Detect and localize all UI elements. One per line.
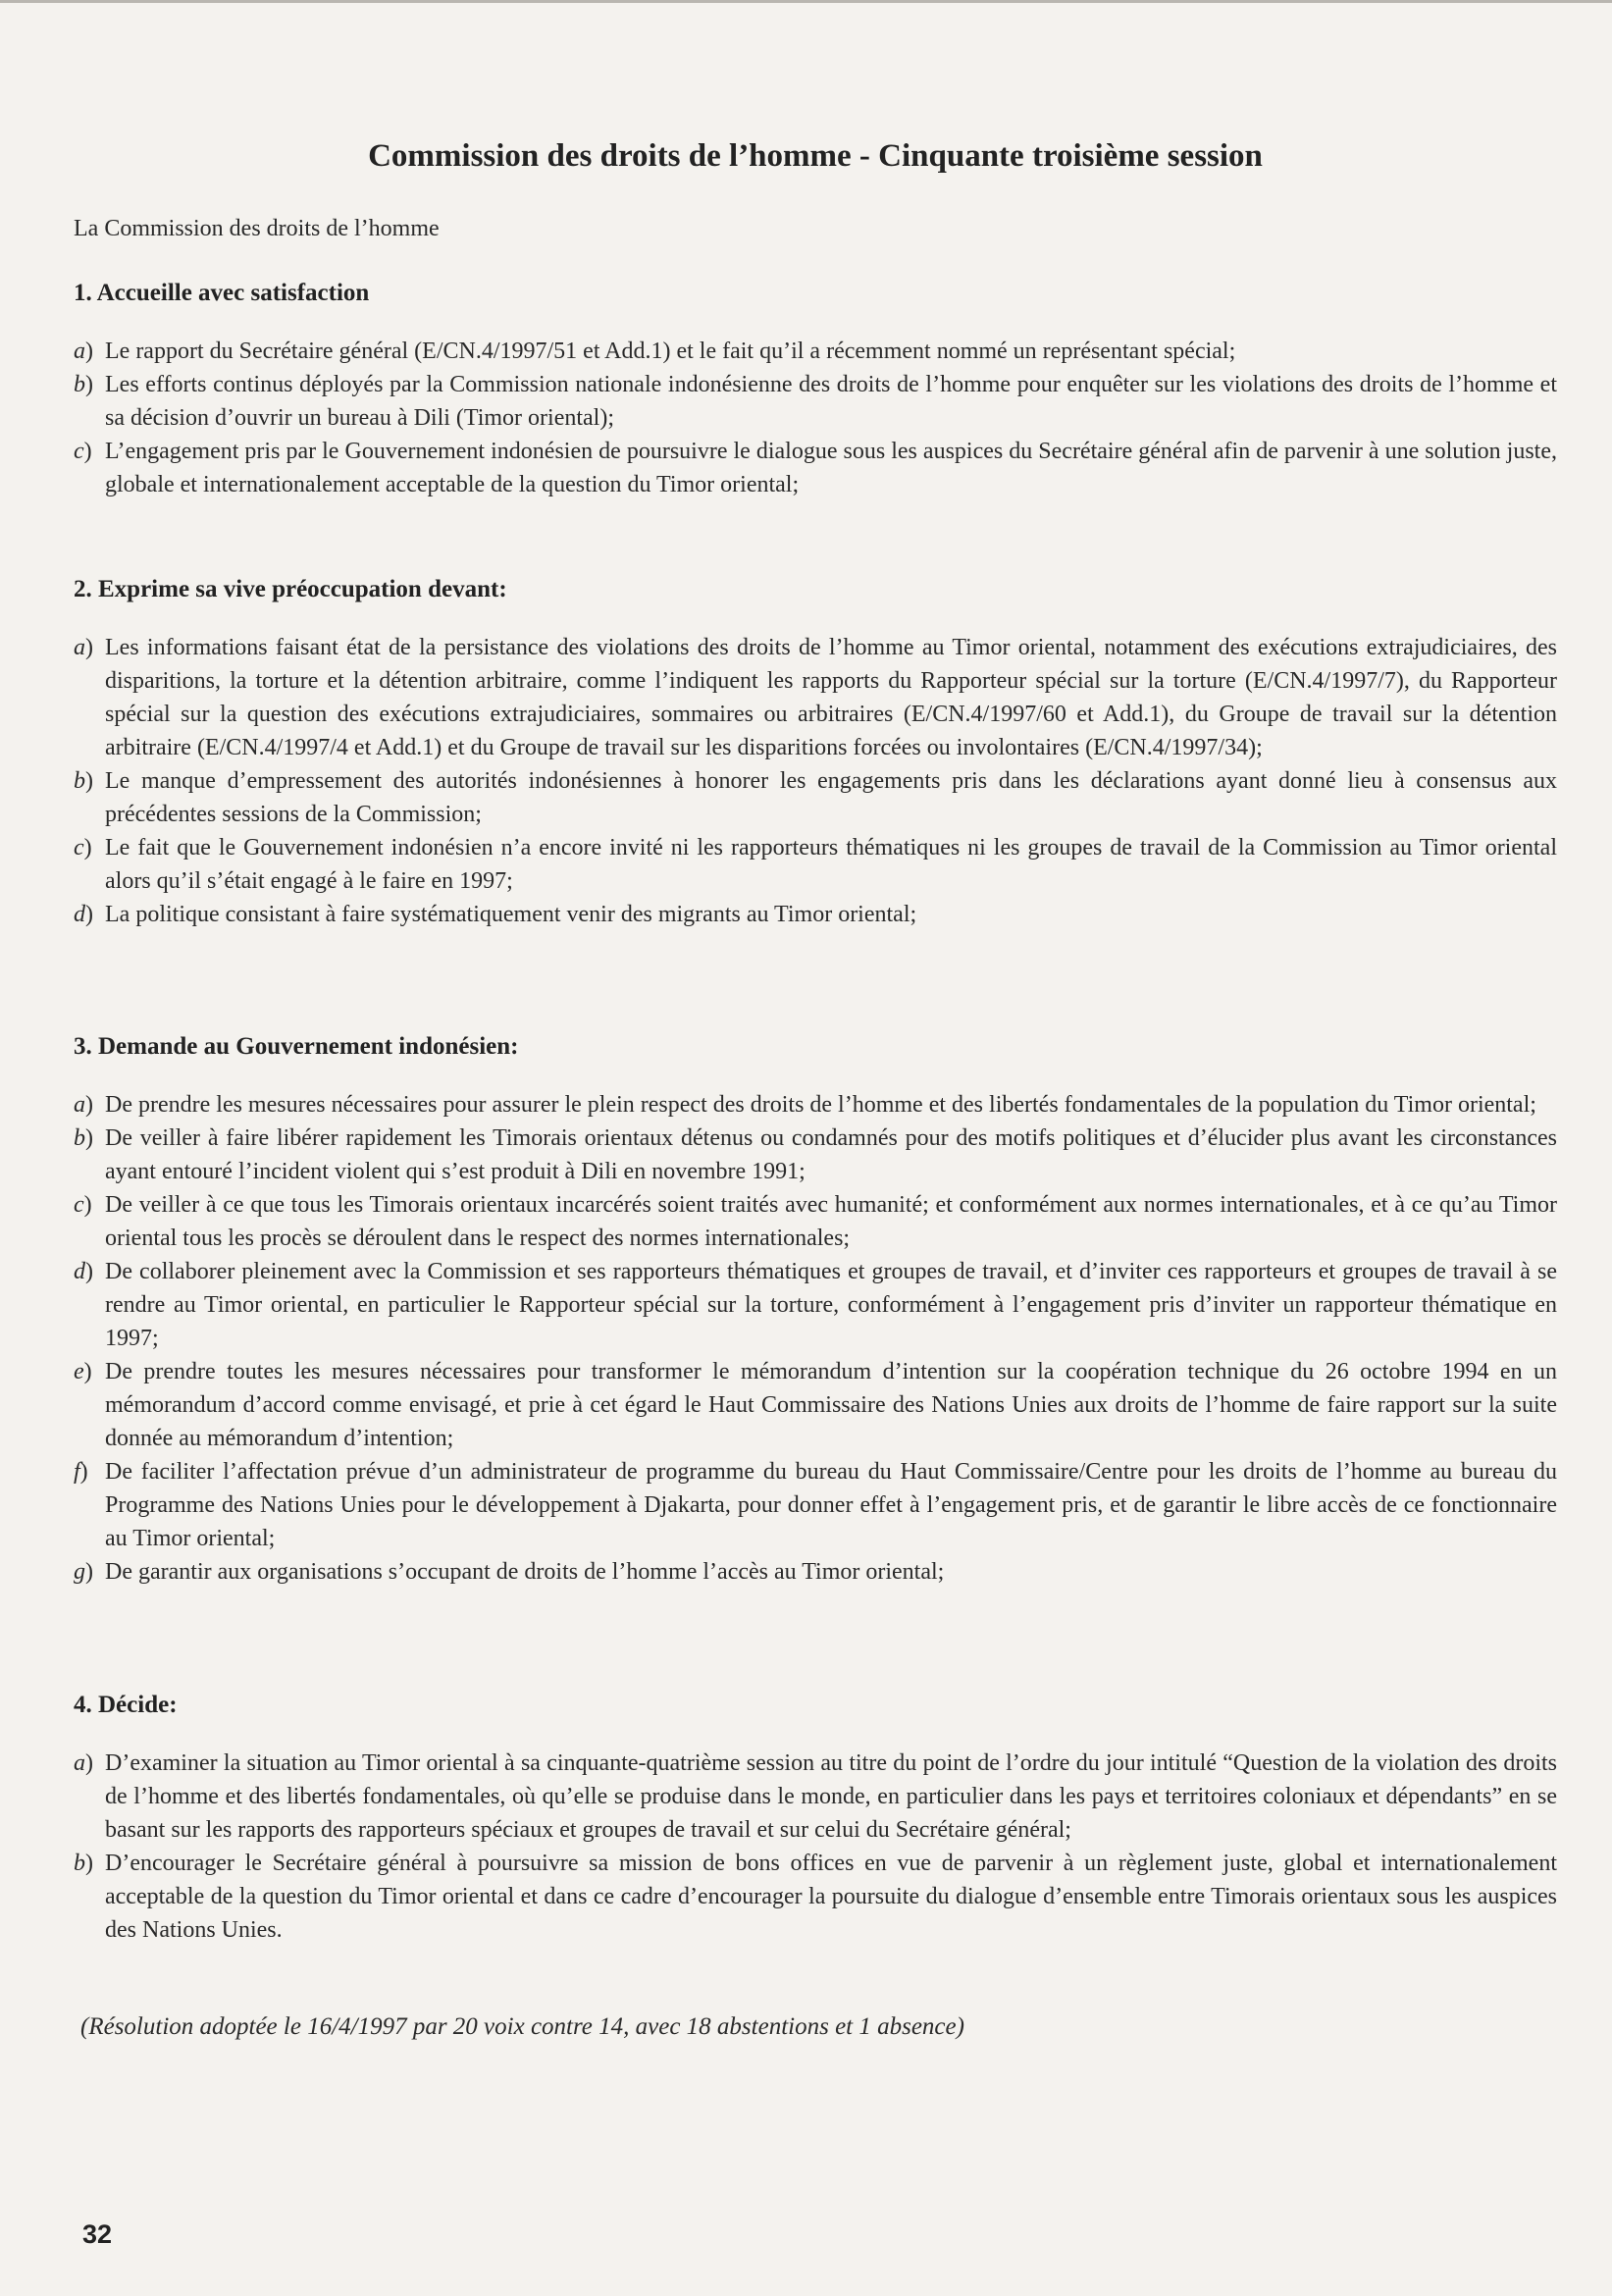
item-text: De collaborer pleinement avec la Commission et ses rapporteurs thématiques et groupes de travail, et d’inviter ces rapporteurs et groupes de travail à se rendre au Timor oriental, en particulier le Rapporteur spécial sur la torture, conformément à l’engagement pris d’inviter un rapporteur thématique en 1997; [105, 1259, 1557, 1351]
item-text: De veiller à ce que tous les Timorais orientaux incarcérés soient traités avec humanité; et conformément aux normes internationales, et à ce qu’au Timor oriental tous les procès se déroulent dans le respect des normes internationales; [105, 1192, 1557, 1251]
section-3 [74, 1033, 1557, 1589]
list-item [74, 764, 1557, 831]
item-text: Le manque d’empressement des autorités indonésiennes à honorer les engagements pris dans les déclarations ayant donné lieu à consensus aux précédentes sessions de la Commission; [105, 768, 1557, 827]
item-text: De prendre toutes les mesures nécessaires pour transformer le mémorandum d’intention sur la coopération technique du 26 octobre 1994 en un mémorandum d’accord comme envisagé, et prie à cet égard le Haut Commissaire des Nations Unies aux droits de l’homme de faire rapport sur la suite donnée au mémorandum d’intention; [105, 1359, 1557, 1451]
resolution-note: (Résolution adoptée le 16/4/1997 par 20 voix contre 14, avec 18 abstentions et 1 absence) [80, 2013, 964, 2040]
list-item [74, 1088, 1557, 1122]
item-letter: d) [74, 1259, 93, 1284]
item-letter: e) [74, 1359, 92, 1384]
item-letter: a) [74, 339, 93, 364]
section-heading: 2. Exprime sa vive préoccupation devant: [74, 576, 507, 602]
list-item [74, 1255, 1557, 1355]
section-heading: 1. Accueille avec satisfaction [74, 280, 370, 306]
item-letter: c) [74, 1192, 92, 1218]
section-items [74, 1088, 1557, 1589]
section-heading: 4. Décide: [74, 1692, 178, 1718]
list-item [74, 1122, 1557, 1188]
list-item [74, 1455, 1557, 1555]
list-item [74, 368, 1557, 435]
item-letter: a) [74, 1750, 93, 1776]
item-letter: a) [74, 1092, 93, 1118]
section-items [74, 335, 1557, 501]
item-letter: g) [74, 1559, 93, 1585]
list-item [74, 435, 1557, 501]
item-text: De prendre les mesures nécessaires pour assurer le plein respect des droits de l’homme et des libertés fondamentales de la population du Timor oriental; [105, 1092, 1536, 1118]
item-text: Les informations faisant état de la persistance des violations des droits de l’homme au Timor oriental, notamment des exécutions extrajudiciaires, des disparitions, la torture et la détention arbitraire, comme l’indiquent les rapports du Rapporteur spécial sur la torture (E/CN.4/1997/7), du Rapporteur spécial sur la question des exécutions extrajudiciaires, sommaires ou arbitraires (E/CN.4/1997/60 et Add.1), du Groupe de travail sur la détention arbitraire (E/CN.4/1997/4 et Add.1) et du Groupe de travail sur les disparitions forcées ou involontaires (E/CN.4/1997/34); [105, 635, 1557, 760]
item-text: Le rapport du Secrétaire général (E/CN.4/1997/51 et Add.1) et le fait qu’il a récemment nommé un représentant spécial; [105, 339, 1236, 364]
list-item [74, 898, 1557, 931]
list-item [74, 1188, 1557, 1255]
item-letter: c) [74, 835, 92, 861]
list-item [74, 631, 1557, 764]
item-letter: b) [74, 1851, 93, 1876]
list-item [74, 831, 1557, 898]
item-text: De garantir aux organisations s’occupant de droits de l’homme l’accès au Timor oriental; [105, 1559, 945, 1585]
section-4 [74, 1692, 1557, 1947]
list-item [74, 335, 1557, 368]
list-item [74, 1355, 1557, 1455]
section-1 [74, 280, 1557, 501]
item-text: D’encourager le Secrétaire général à poursuivre sa mission de bons offices en vue de parvenir à un règlement juste, global et internationalement acceptable de la question du Timor oriental et dans ce cadre d’encourager la poursuite du dialogue d’ensemble entre Timorais orientaux sous les auspices des Nations Unies. [105, 1851, 1557, 1943]
section-items [74, 631, 1557, 931]
item-letter: c) [74, 439, 92, 464]
item-letter: b) [74, 1125, 93, 1151]
list-item [74, 1555, 1557, 1589]
item-letter: a) [74, 635, 93, 660]
list-item [74, 1747, 1557, 1847]
intro-line: La Commission des droits de l’homme [74, 216, 440, 241]
item-text: Les efforts continus déployés par la Commission nationale indonésienne des droits de l’homme pour enquêter sur les violations des droits de l’homme et sa décision d’ouvrir un bureau à Dili (Timor oriental); [105, 372, 1557, 431]
section-2 [74, 576, 1557, 931]
item-text: L’engagement pris par le Gouvernement indonésien de poursuivre le dialogue sous les auspices du Secrétaire général afin de parvenir à une solution juste, globale et internationalement acceptable de la question du Timor oriental; [105, 439, 1557, 497]
item-text: De veiller à faire libérer rapidement les Timorais orientaux détenus ou condamnés pour des motifs politiques et d’élucider plus avant les circonstances ayant entouré l’incident violent qui s’est produit à Dili en novembre 1991; [105, 1125, 1557, 1184]
item-letter: d) [74, 902, 93, 927]
item-letter: b) [74, 372, 93, 397]
document-page [71, 0, 1560, 2296]
item-letter: f) [74, 1459, 88, 1485]
item-letter: b) [74, 768, 93, 794]
item-text: De faciliter l’affectation prévue d’un administrateur de programme du bureau du Haut Commissaire/Centre pour les droits de l’homme au bureau du Programme des Nations Unies pour le développement à Djakarta, pour donner effet à l’engagement pris, et de garantir le libre accès de ce fonctionnaire au Timor oriental; [105, 1459, 1557, 1551]
page-number: 32 [82, 2219, 113, 2249]
item-text: La politique consistant à faire systématiquement venir des migrants au Timor oriental; [105, 902, 917, 927]
document-title: Commission des droits de l’homme - Cinquante troisième session [368, 138, 1263, 174]
item-text: D’examiner la situation au Timor oriental à sa cinquante-quatrième session au titre du point de l’ordre du jour intitulé “Question de la violation des droits de l’homme et des libertés fondamentales, où qu’elle se produise dans le monde, en particulier dans les pays et territoires coloniaux et dépendants” en se basant sur les rapports des rapporteurs spéciaux et groupes de travail et sur celui du Secrétaire général; [105, 1750, 1557, 1843]
item-text: Le fait que le Gouvernement indonésien n’a encore invité ni les rapporteurs thématiques ni les groupes de travail de la Commission au Timor oriental alors qu’il s’était engagé à le faire en 1997; [105, 835, 1557, 894]
section-heading: 3. Demande au Gouvernement indonésien: [74, 1033, 519, 1060]
section-items [74, 1747, 1557, 1947]
list-item [74, 1847, 1557, 1947]
